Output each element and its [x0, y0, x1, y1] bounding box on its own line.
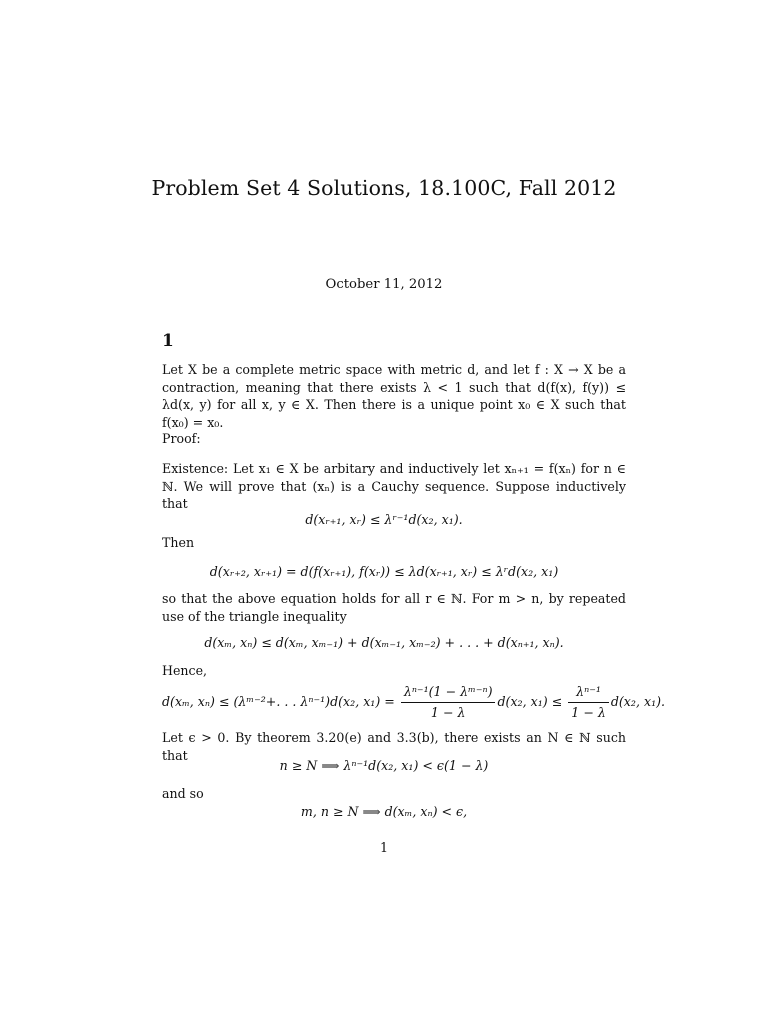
fraction-denominator: 1 − λ — [430, 705, 466, 720]
document-title: Problem Set 4 Solutions, 18.100C, Fall 2012 — [151, 176, 617, 200]
then-label: Then — [162, 535, 195, 550]
theorem-statement: Let X be a complete metric space with metric d, and let f : X → X be a contraction, meaning that there exists λ < 1 such that d(f(x), f(y)) ≤ λd(x, y) for all x, y ∈ X. Then there is a unique point x₀ ∈ X such that f(x₀) = x₀. — [162, 362, 626, 430]
epsilon-paragraph: Let ϵ > 0. By theorem 3.20(e) and 3.3(b), there exists an N ∈ ℕ such that — [162, 730, 626, 763]
equation-induction-hypothesis: d(xᵣ₊₁, xᵣ) ≤ λʳ⁻¹d(x₂, x₁). — [305, 512, 463, 527]
bound-middle: d(x₂, x₁) ≤ — [497, 694, 563, 709]
proof-label: Proof: — [162, 431, 201, 446]
and-so-label: and so — [162, 786, 204, 801]
equation-cauchy: m, n ≥ N ⟹ d(xₘ, xₙ) < ϵ, — [300, 804, 468, 819]
equation-geometric-bound — [162, 683, 682, 722]
fraction-bound — [568, 683, 609, 722]
equation-induction-step: d(xᵣ₊₂, xᵣ₊₁) = d(f(xᵣ₊₁), f(xᵣ)) ≤ λd(xᵣ₊₁, xᵣ) ≤ λʳd(x₂, x₁) — [209, 564, 559, 579]
document-date: October 11, 2012 — [325, 277, 443, 292]
hence-label: Hence, — [162, 663, 208, 678]
section-heading: 1 — [162, 331, 174, 351]
fraction-numerator: λⁿ⁻¹(1 − λᵐ⁻ⁿ) — [401, 683, 496, 703]
fraction-denominator: 1 − λ — [571, 705, 606, 720]
bound-left: d(xₘ, xₙ) ≤ (λᵐ⁻²+. . . λⁿ⁻¹)d(x₂, x₁) = — [162, 694, 395, 709]
bound-right: d(x₂, x₁). — [610, 694, 666, 709]
existence-paragraph: Existence: Let x₁ ∈ X be arbitary and inductively let xₙ₊₁ = f(xₙ) for n ∈ ℕ. We will prove that (xₙ) is a Cauchy sequence. Suppose inductively that — [162, 461, 626, 512]
equation-epsilon-n: n ≥ N ⟹ λⁿ⁻¹d(x₂, x₁) < ϵ(1 − λ) — [279, 758, 489, 773]
triangle-paragraph: so that the above equation holds for all r ∈ ℕ. For m > n, by repeated use of the triangle inequality — [162, 591, 626, 624]
fraction-geometric-sum — [401, 683, 496, 722]
fraction-numerator: λⁿ⁻¹ — [568, 683, 609, 703]
equation-triangle-sum: d(xₘ, xₙ) ≤ d(xₘ, xₘ₋₁) + d(xₘ₋₁, xₘ₋₂) + . . . + d(xₙ₊₁, xₙ). — [204, 635, 564, 650]
page-number: 1 — [379, 840, 388, 855]
